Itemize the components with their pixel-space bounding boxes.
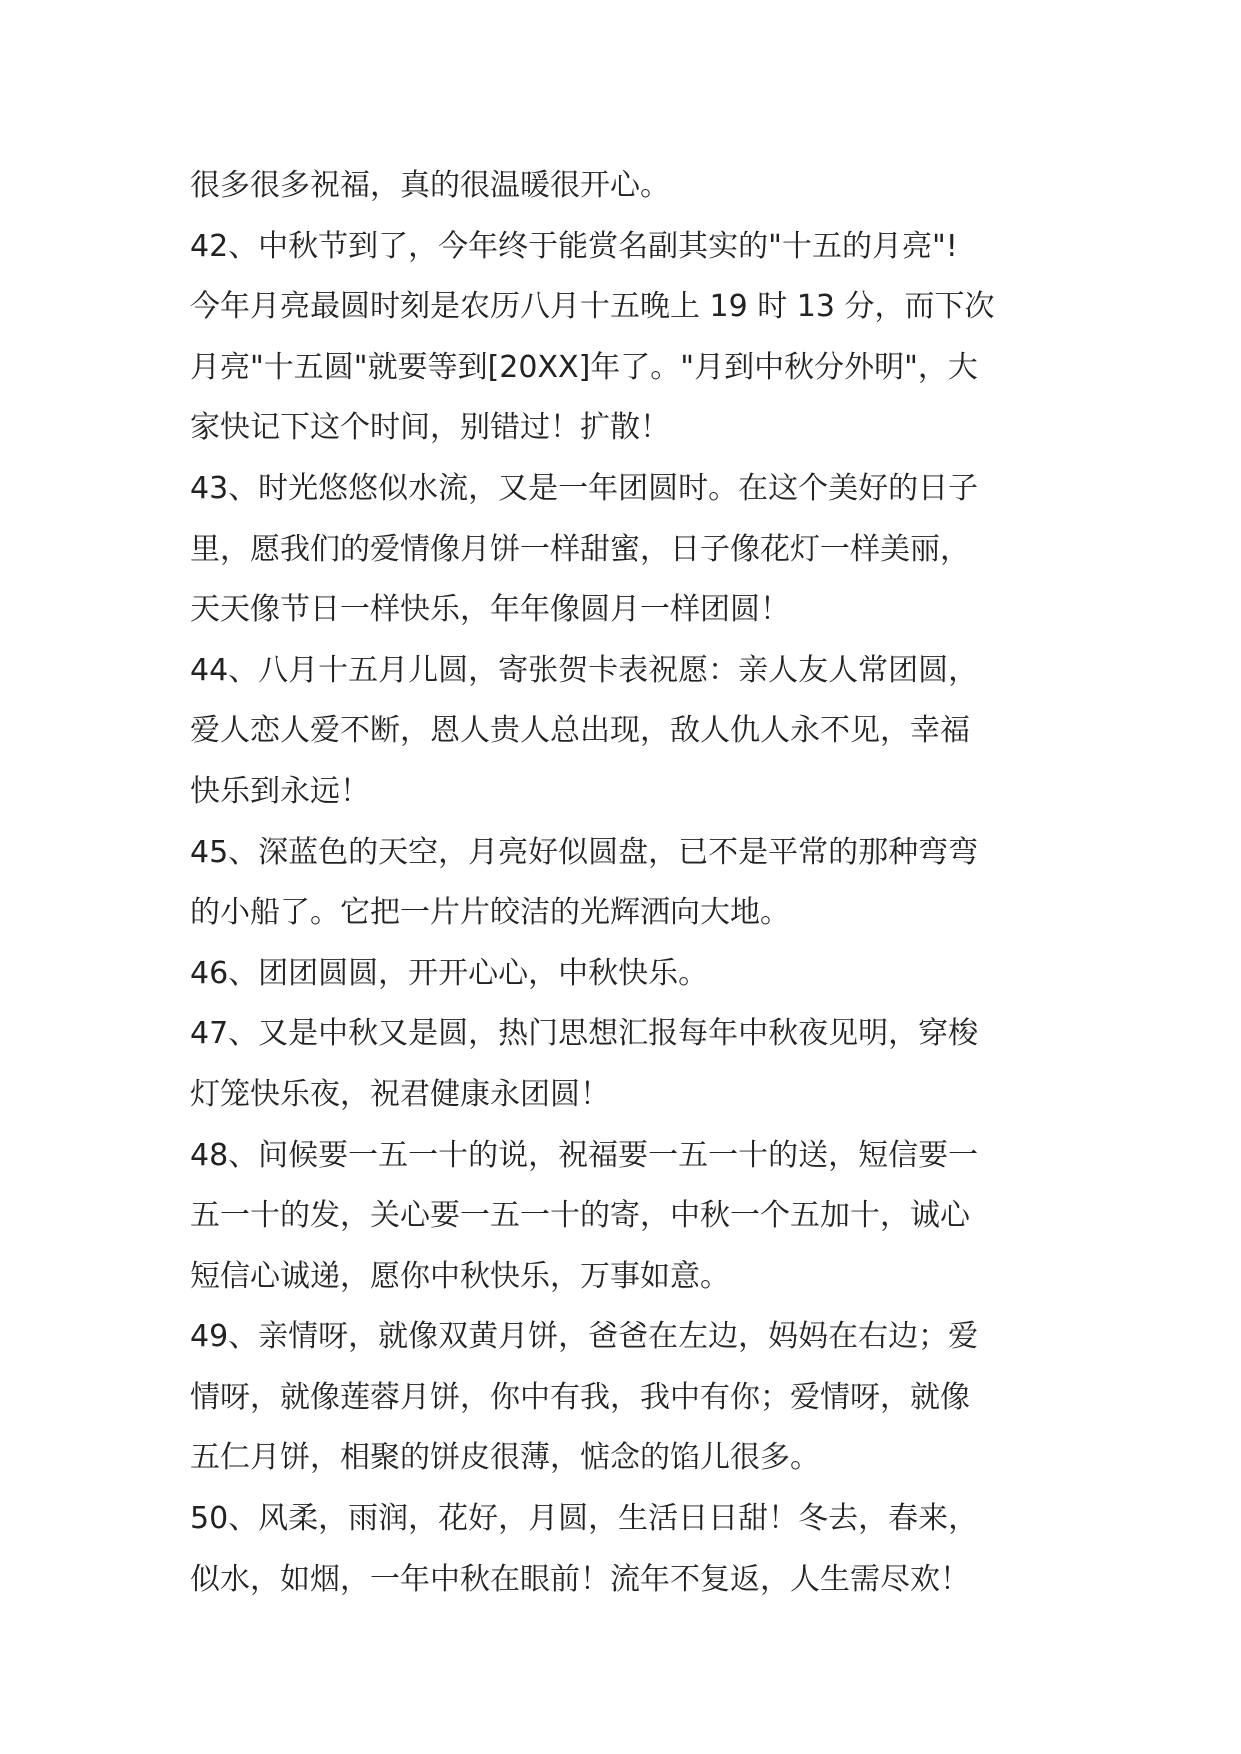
text-line: 43、时光悠悠似水流，又是一年团圆时。在这个美好的日子: [190, 470, 979, 506]
text-line: 情呀，就像莲蓉月饼，你中有我，我中有你；爱情呀，就像: [190, 1379, 970, 1415]
text-line: 45、深蓝色的天空，月亮好似圆盘，已不是平常的那种弯弯: [190, 834, 979, 870]
text-line: 里，愿我们的爱情像月饼一样甜蜜，日子像花灯一样美丽，: [190, 531, 970, 567]
text-line: 50、风柔，雨润，花好，月圆，生活日日甜！冬去，春来，: [190, 1501, 979, 1537]
text-line: 的小船了。它把一片片皎洁的光辉洒向大地。: [190, 895, 790, 931]
text-line: 家快记下这个时间，别错过！扩散！: [190, 410, 670, 446]
document-body: [190, 156, 1070, 1610]
text-line: 很多很多祝福，真的很温暖很开心。: [190, 168, 670, 203]
text-line: 五仁月饼，相聚的饼皮很薄，惦念的馅儿很多。: [190, 1440, 820, 1476]
text-line: 48、问候要一五一十的说，祝福要一五一十的送，短信要一: [190, 1137, 979, 1173]
text-line: 似水，如烟，一年中秋在眼前！流年不复返，人生需尽欢！: [190, 1561, 970, 1597]
text-line: 灯笼快乐夜，祝君健康永团圆！: [190, 1076, 610, 1112]
text-line: 今年月亮最圆时刻是农历八月十五晚上 19 时 13 分，而下次: [190, 289, 995, 325]
text-line: 42、中秋节到了，今年终于能赏名副其实的"十五的月亮"!: [190, 228, 958, 264]
text-line: 爱人恋人爱不断，恩人贵人总出现，敌人仇人永不见，幸福: [190, 713, 970, 749]
text-line: 短信心诚递，愿你中秋快乐，万事如意。: [190, 1258, 730, 1294]
text-line: 44、八月十五月儿圆，寄张贺卡表祝愿：亲人友人常团圆，: [190, 652, 979, 688]
text-line: 46、团团圆圆，开开心心，中秋快乐。: [190, 955, 709, 991]
text-line: 快乐到永远！: [190, 773, 370, 809]
text-line: 49、亲情呀，就像双黄月饼，爸爸在左边，妈妈在右边；爱: [190, 1319, 979, 1355]
text-line: 天天像节日一样快乐，年年像圆月一样团圆！: [190, 592, 790, 628]
text-line: 五一十的发，关心要一五一十的寄，中秋一个五加十，诚心: [190, 1198, 970, 1234]
text-line: 47、又是中秋又是圆，热门思想汇报每年中秋夜见明，穿梭: [190, 1016, 979, 1052]
text-line: 月亮"十五圆"就要等到[20XX]年了。"月到中秋分外明"，大: [190, 349, 978, 385]
